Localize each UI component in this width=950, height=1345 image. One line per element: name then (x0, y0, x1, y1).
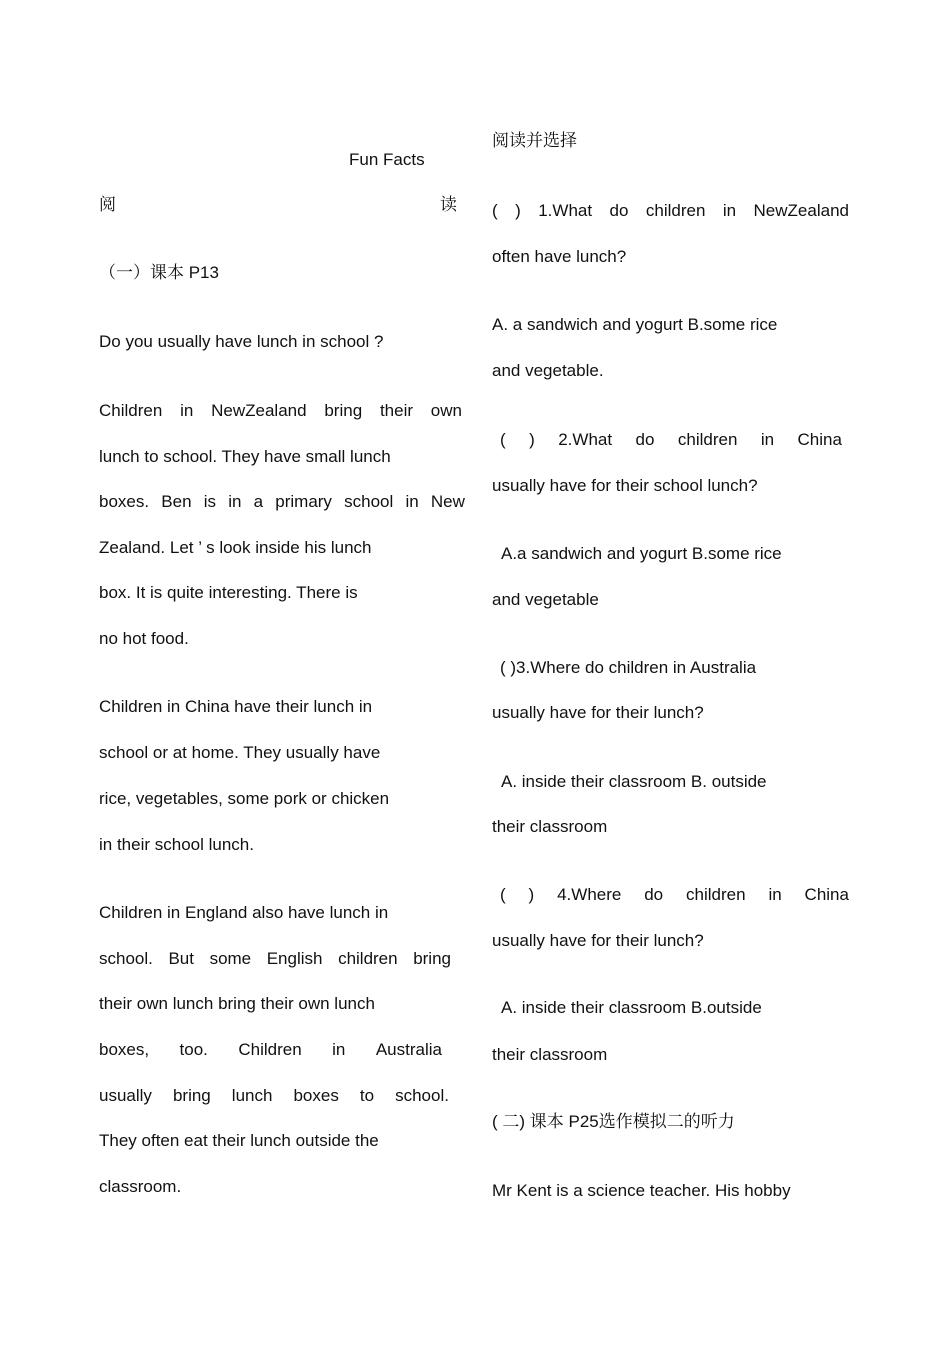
word: some (209, 949, 252, 968)
word: 2.What (558, 430, 613, 449)
p3-line-6: They often eat their lunch outside the (99, 1131, 379, 1150)
p1-line-4: Zealand. Let ’ s look inside his lunch (99, 538, 372, 557)
p2-line-3: rice, vegetables, some pork or chicken (99, 789, 390, 808)
word: boxes, (99, 1040, 150, 1059)
listening-text: Mr Kent is a science teacher. His hobby (492, 1181, 791, 1200)
word: do (644, 885, 664, 904)
p1-line-1 (99, 401, 462, 421)
question-1-cont: often have lunch? (492, 247, 627, 266)
word: children (686, 885, 746, 904)
p1-line-2: lunch to school. They have small lunch (99, 447, 391, 466)
word: school (344, 492, 394, 511)
question-2-cont: usually have for their school lunch? (492, 476, 758, 495)
exercise-heading: 阅读并选择 (492, 131, 577, 150)
word: in (768, 885, 782, 904)
intro-question: Do you usually have lunch in school ? (99, 332, 384, 351)
question-4-options-cont: their classroom (492, 1045, 608, 1064)
section-two-label: ( 二) 课本 P25选作模拟二的听力 (492, 1112, 735, 1131)
word: in (722, 201, 737, 220)
p3-line-1: Children in England also have lunch in (99, 903, 389, 922)
word: ) (515, 201, 521, 220)
question-4-cont: usually have for their lunch? (492, 931, 704, 950)
word: English (266, 949, 323, 968)
word: 1.What (538, 201, 593, 220)
p1-line-3 (99, 492, 465, 512)
p2-line-1: Children in China have their lunch in (99, 697, 373, 716)
word: children (677, 430, 738, 449)
word: to (359, 1086, 375, 1105)
word: too. (179, 1040, 208, 1059)
word: China (804, 885, 849, 904)
word: But (168, 949, 194, 968)
p3-line-2 (99, 949, 451, 969)
question-4-options: A. inside their classroom B.outside (501, 998, 762, 1017)
word: primary (275, 492, 332, 511)
question-3-options: A. inside their classroom B. outside (501, 772, 767, 791)
word: boxes. (99, 492, 150, 511)
word: Children (238, 1040, 302, 1059)
word: in (180, 401, 194, 420)
p1-line-6: no hot food. (99, 629, 189, 648)
word: ( (500, 885, 506, 904)
word: school. (99, 949, 153, 968)
section-one-label: （一）课本 P13 (99, 263, 219, 282)
word: children (645, 201, 706, 220)
word: Children (99, 401, 163, 420)
word: children (338, 949, 398, 968)
reading-heading (99, 195, 457, 215)
word: ) (529, 430, 535, 449)
word: ) (528, 885, 535, 904)
p3-line-4 (99, 1040, 442, 1060)
word: do (635, 430, 655, 449)
p2-line-2: school or at home. They usually have (99, 743, 381, 762)
p3-line-7: classroom. (99, 1177, 182, 1196)
question-4 (500, 885, 849, 905)
word: Ben (161, 492, 192, 511)
p3-line-5 (99, 1086, 449, 1106)
word: lunch (231, 1086, 273, 1105)
word: ( (492, 201, 498, 220)
p2-line-4: in their school lunch. (99, 835, 254, 854)
word: boxes (293, 1086, 339, 1105)
word: NewZealand (211, 401, 307, 420)
word: is (203, 492, 216, 511)
word: in (332, 1040, 346, 1059)
word: bring (324, 401, 363, 420)
question-1-options-cont: and vegetable. (492, 361, 604, 380)
word: usually (99, 1086, 152, 1105)
word: their (379, 401, 414, 420)
word: NewZealand (753, 201, 849, 220)
question-3-options-cont: their classroom (492, 817, 608, 836)
word: in (228, 492, 242, 511)
question-1-options: A. a sandwich and yogurt B.some rice (492, 315, 778, 334)
word: New (430, 492, 465, 511)
word: Australia (375, 1040, 442, 1059)
word: school. (395, 1086, 449, 1105)
word: own (430, 401, 462, 420)
word: do (609, 201, 629, 220)
question-3-cont: usually have for their lunch? (492, 703, 704, 722)
question-3: ( )3.Where do children in Australia (500, 658, 757, 677)
word: in (760, 430, 775, 449)
question-2 (500, 430, 842, 450)
page-title: Fun Facts (349, 150, 425, 169)
word: a (253, 492, 264, 511)
word: ( (500, 430, 506, 449)
reading-heading-a: 阅 (99, 195, 116, 214)
reading-heading-b: 读 (440, 195, 457, 214)
question-1 (492, 201, 849, 221)
question-2-options-cont: and vegetable (492, 590, 599, 609)
word: 4.Where (557, 885, 622, 904)
p3-line-3: their own lunch bring their own lunch (99, 994, 375, 1013)
word: in (405, 492, 419, 511)
question-2-options: A.a sandwich and yogurt B.some rice (501, 544, 782, 563)
word: China (797, 430, 842, 449)
p1-line-5: box. It is quite interesting. There is (99, 583, 358, 602)
word: bring (172, 1086, 211, 1105)
word: bring (413, 949, 451, 968)
